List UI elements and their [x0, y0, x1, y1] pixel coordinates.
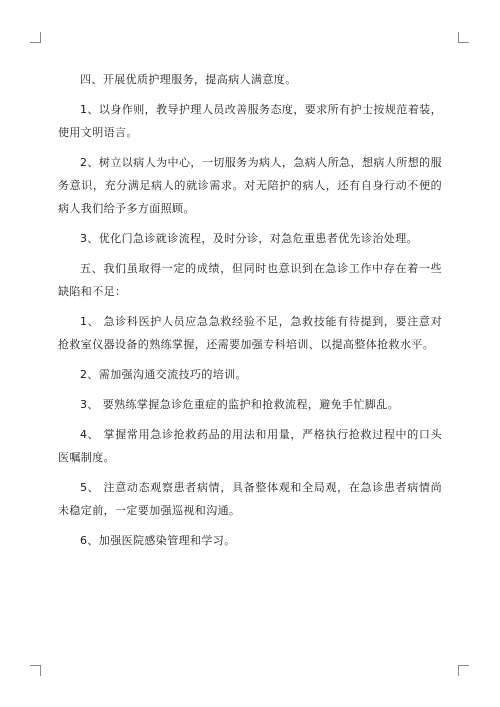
- paragraph-optimize-process: 3、优化门急诊就诊流程，及时分诊，对急危重患者优先诊治处理。: [80, 232, 418, 245]
- paragraph-dynamic-observation: 5、 注意动态观察患者病情，具备整体观和全局观，在急诊患者病情尚未稳定前，一定要加强巡视和沟通。: [58, 481, 442, 517]
- paragraph-monitoring-rescue: 3、 要熟练掌握急诊危重症的监护和抢救流程，避免手忙脚乱。: [80, 398, 400, 411]
- crop-mark-top-right: [458, 32, 469, 43]
- paragraph-drug-usage: 4、 掌握常用急诊抢救药品的用法和用量，严格执行抢救过程中的口头医嘱制度。: [58, 428, 442, 464]
- paragraph-lead-by-example: 1、以身作则，教导护理人员改善服务态度，要求所有护士按规范着装，使用文明语言。: [58, 103, 442, 139]
- paragraph-emergency-experience: 1、 急诊科医护人员应急急救经验不足，急救技能有待提到，要注意对抢救室仪器设备的熟练掌握，还需要加强专科培训、以提高整体抢救水平。: [58, 315, 442, 351]
- document-body: [58, 68, 442, 559]
- section-heading-shortcomings: 五、我们虽取得一定的成绩，但同时也意识到在急诊工作中存在着一些缺陷和不足：: [58, 262, 442, 298]
- paragraph-infection-management: 6、加强医院感染管理和学习。: [80, 534, 236, 547]
- paragraph-patient-centered: 2、树立以病人为中心，一切服务为病人，急病人所急，想病人所想的服务意识，充分满足病人的就诊需求。对无陪护的病人，还有自身行动不便的病人我们给予多方面照顾。: [58, 156, 442, 215]
- crop-mark-bottom-right: [458, 665, 469, 676]
- crop-mark-top-left: [30, 32, 41, 43]
- section-heading-quality-care: 四、开展优质护理服务，提高病人满意度。: [80, 73, 297, 86]
- crop-mark-bottom-left: [30, 665, 41, 676]
- paragraph-communication-training: 2、需加强沟通交流技巧的培训。: [80, 368, 247, 381]
